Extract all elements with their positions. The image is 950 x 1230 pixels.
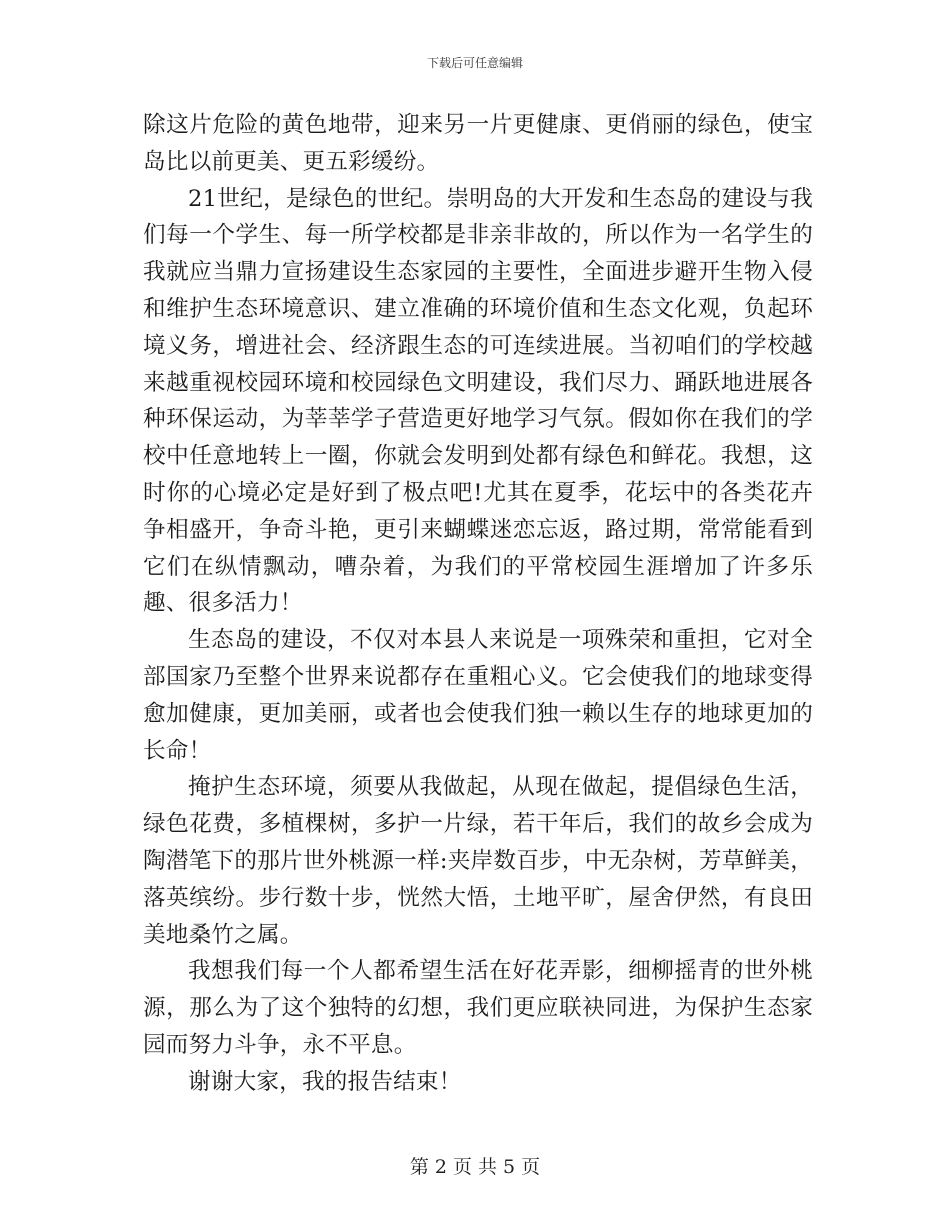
header-note: 下载后可任意编辑: [426, 56, 523, 70]
paragraph-1: 除这片危险的黄色地带，迎来另一片更健康、更俏丽的绿色，使宝岛比以前更美、更五彩缓纷。: [143, 112, 813, 175]
paragraph-2: 21世纪，是绿色的世纪。崇明岛的大开发和生态岛的建设与我们每一个学生、每一所学校都是非亲非故的，所以作为一名学生的我就应当鼎力宣扬建设生态家园的主要性，全面进步避开生物入侵和维护生态环境意识、建立准确的环境价值和生态文化观，负起环境义务，增进社会、经济跟生态的可连续进展。当初咱们的学校越来越重视校园环境和校园绿色文明建设，我们尽力、踊跃地进展各种环保运动，为莘莘学子营造更好地学习气氛。假如你在我们的学校中任意地转上一圈，你就会发明到处都有绿色和鲜花。我想，这时你的心境必定是好到了极点吧!尤其在夏季，花坛中的各类花卉争相盛开，争奇斗艳，更引来蝴蝶迷恋忘返，路过期，常常能看到它们在纵情飘动，嘈杂着，为我们的平常校园生涯增加了许多乐趣、很多活力！: [143, 185, 813, 617]
paragraph-5: 我想我们每一个人都希望生活在好花弄影，细柳摇青的世外桃源，那么为了这个独特的幻想，我们更应联袂同进，为保护生态家园而努力斗争，永不平息。: [143, 958, 813, 1058]
paragraph-6: 谢谢大家，我的报告结束！: [188, 1068, 462, 1095]
paragraph-4: 掩护生态环境，须要从我做起，从现在做起，提倡绿色生活，绿色花费，多植棵树，多护一片绿，若干年后，我们的故乡会成为陶潜笔下的那片世外桃源一样:夹岸数百步，中无杂树，芳草鲜美，落英缤纷。步行数十步，恍然大悟，土地平旷，屋舍伊然，有良田美地桑竹之属。: [143, 774, 813, 948]
page-number-footer: 第 2 页 共 5 页: [409, 1156, 541, 1178]
body-text: [143, 107, 813, 1101]
paragraph-3: 生态岛的建设，不仅对本县人来说是一项殊荣和重担，它对全部国家乃至整个世界来说都存在重粗心义。它会使我们的地球变得愈加健康，更加美丽，或者也会使我们独一赖以生存的地球更加的长命！: [143, 627, 813, 764]
